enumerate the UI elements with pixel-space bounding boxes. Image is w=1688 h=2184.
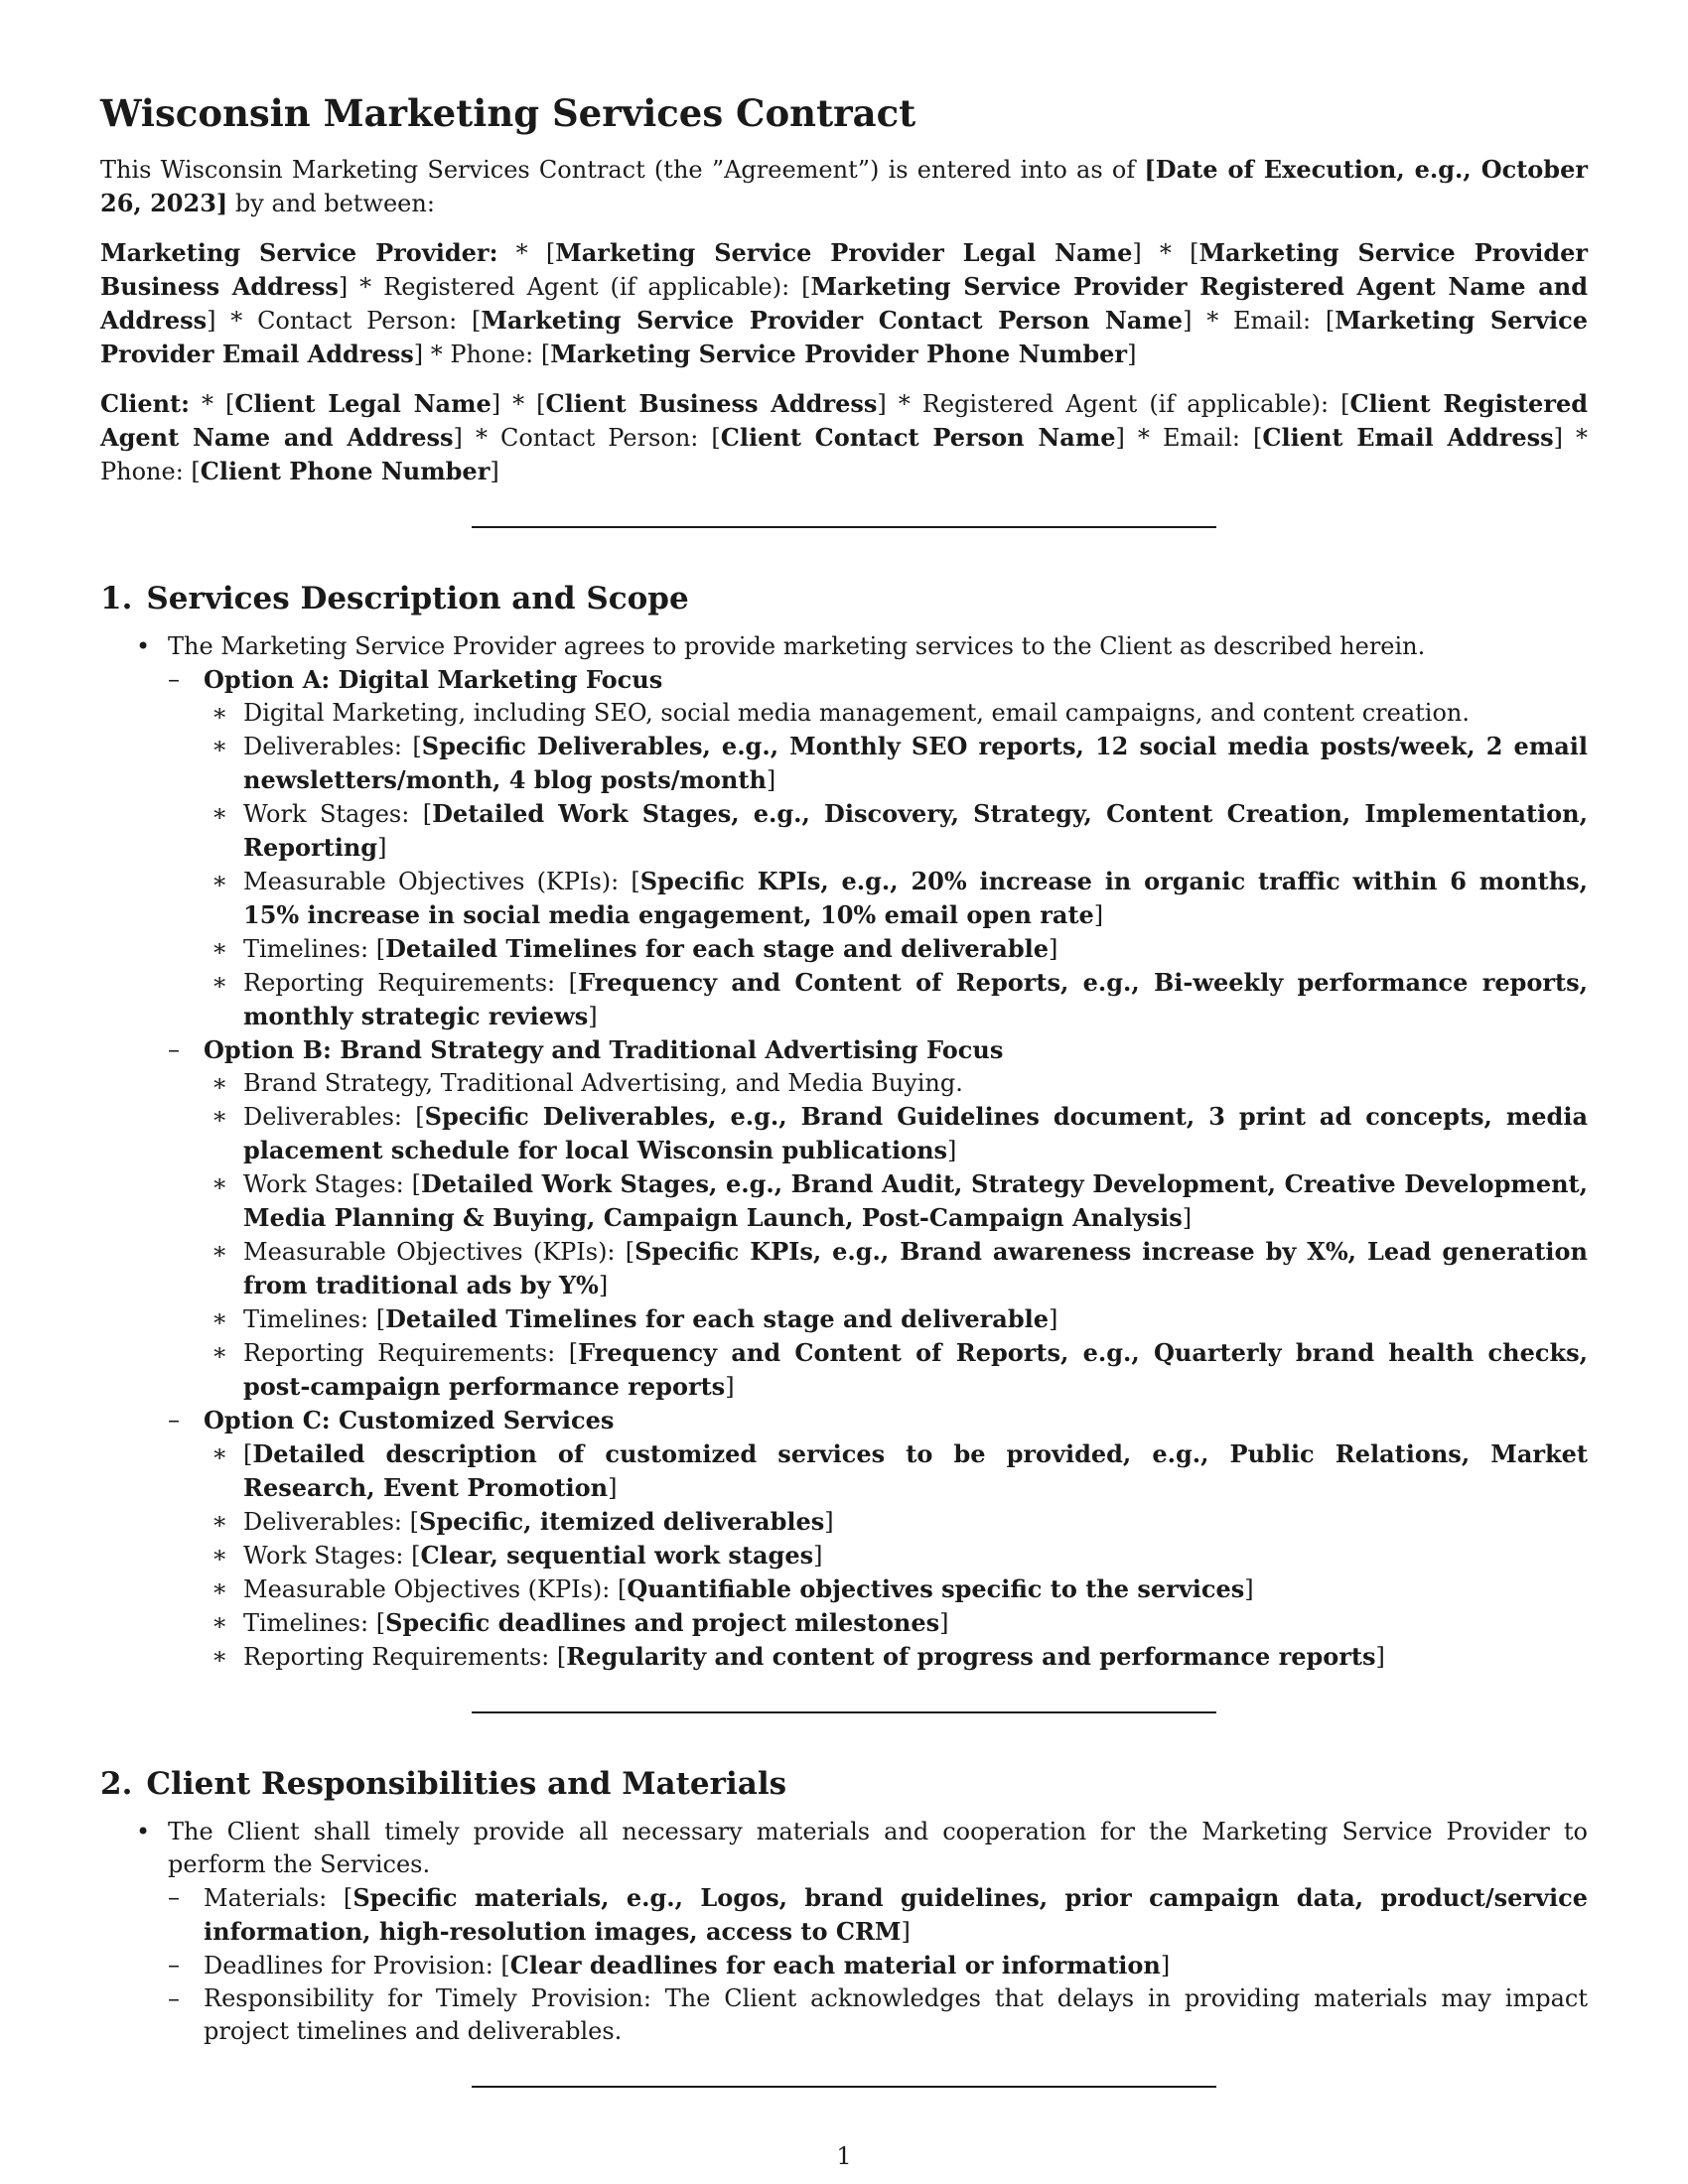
item-label: Measurable Objectives (KPIs): [ xyxy=(243,1238,635,1267)
option-a-items xyxy=(204,697,1588,1033)
client-phone: Client Phone Number xyxy=(200,457,491,486)
star-marker: ∗ xyxy=(211,799,228,828)
sep: ] xyxy=(490,458,499,486)
provider-email-label: ] * Email: [ xyxy=(1183,307,1336,336)
provider-agent: Marketing Service Provider Registered Agent Name and Address xyxy=(100,272,1588,336)
item-placeholder: Specific KPIs, e.g., 20% increase in organic traffic within 6 months, 15% increase in social media engagement, 10% email open rate xyxy=(243,867,1589,930)
option-a xyxy=(152,663,1588,1033)
section-2-heading xyxy=(100,1765,1588,1804)
bracket: ] xyxy=(588,1003,598,1031)
bracket: ] xyxy=(1049,1305,1058,1334)
list-item-text: The Client shall timely provide all necessary materials and cooperation for the Marketing Service Provider to perform the Services. xyxy=(168,1817,1588,1878)
bracket: ] xyxy=(1049,935,1058,964)
list-item xyxy=(192,932,1588,966)
bracket: ] xyxy=(608,1474,618,1503)
bracket: ] xyxy=(1375,1643,1385,1672)
dash-marker: – xyxy=(168,665,180,694)
item-label: Work Stages: [ xyxy=(243,1542,421,1570)
item-placeholder: Clear deadlines for each material or information xyxy=(509,1950,1161,1979)
bracket: ] xyxy=(947,1137,957,1165)
bracket: ] xyxy=(1160,1951,1171,1979)
item-label: Measurable Objectives (KPIs): [ xyxy=(243,868,640,896)
item-placeholder: Frequency and Content of Reports, e.g., Quarterly brand health checks, post-campaign performance reports xyxy=(243,1338,1588,1402)
provider-contact: Marketing Service Provider Contact Person Name xyxy=(481,306,1184,336)
option-b-items xyxy=(204,1067,1588,1404)
document-title: Wisconsin Marketing Services Contract xyxy=(100,91,916,135)
sep: * [ xyxy=(497,239,556,268)
item-label: Reporting Requirements: [ xyxy=(243,969,579,998)
star-marker: ∗ xyxy=(211,1642,228,1671)
provider-phone: Marketing Service Provider Phone Number xyxy=(550,340,1128,369)
star-marker: ∗ xyxy=(211,1608,228,1637)
section-number: 2. xyxy=(100,1766,133,1803)
list-item xyxy=(192,1336,1588,1404)
document-page xyxy=(100,77,1588,2139)
item-label: Measurable Objectives (KPIs): [ xyxy=(243,1575,628,1604)
client-email: Client Email Address xyxy=(1262,423,1554,453)
item-placeholder: Detailed description of customized services to be provided, e.g., Public Relations, Market Research, Event Promotion xyxy=(243,1439,1588,1503)
intro-text: This Wisconsin Marketing Services Contract (the ”Agreement”) is entered into as of xyxy=(100,156,1145,185)
star-marker: ∗ xyxy=(211,1102,228,1131)
list-item xyxy=(192,797,1588,865)
item-label: Deadlines for Provision: [ xyxy=(204,1951,510,1979)
item-text: Brand Strategy, Traditional Advertising, and Media Buying. xyxy=(243,1069,963,1098)
list-item xyxy=(100,630,1588,1674)
provider-email: Marketing Service Provider Email Address xyxy=(100,306,1589,369)
client-label: Client: xyxy=(100,389,190,419)
list-item xyxy=(192,1235,1588,1302)
bracket: ] xyxy=(901,1917,911,1946)
item-text: Digital Marketing, including SEO, social media management, email campaigns, and content creation. xyxy=(243,699,1471,728)
item-placeholder: Frequency and Content of Reports, e.g., Bi-weekly performance reports, monthly strategic reviews xyxy=(243,968,1589,1031)
sep: ] * [ xyxy=(1132,239,1199,268)
bracket: ] xyxy=(598,1272,609,1300)
option-c-items xyxy=(204,1437,1588,1674)
item-placeholder: Specific Deliverables, e.g., Brand Guidelines document, 3 print ad concepts, media placement schedule for local Wisconsin publications xyxy=(243,1102,1589,1165)
item-placeholder: Specific, itemized deliverables xyxy=(418,1507,825,1537)
star-marker: ∗ xyxy=(211,1439,228,1468)
list-item xyxy=(100,1816,1588,2048)
item-placeholder: Specific Deliverables, e.g., Monthly SEO reports, 12 social media posts/week, 2 email newsletters/month, 4 blog posts/month xyxy=(243,732,1589,795)
bracket: ] xyxy=(1182,1204,1193,1233)
section-1-heading xyxy=(100,580,1588,618)
section-number: 1. xyxy=(100,581,133,617)
star-marker: ∗ xyxy=(211,968,228,997)
section-title: Services Description and Scope xyxy=(146,581,689,617)
list-item xyxy=(192,730,1588,797)
client-address: Client Business Address xyxy=(545,389,878,419)
star-marker: ∗ xyxy=(211,1541,228,1570)
provider-agent-label: ] * Registered Agent (if applicable): [ xyxy=(338,273,811,302)
dash-marker: – xyxy=(168,1950,180,1979)
bracket: ] xyxy=(766,766,776,795)
bracket: ] xyxy=(824,1508,834,1537)
list-item xyxy=(192,1437,1588,1505)
item-label: Deliverables: [ xyxy=(243,1103,425,1132)
list-item xyxy=(192,865,1588,932)
provider-contact-label: ] * Contact Person: [ xyxy=(207,307,482,336)
list-item xyxy=(192,1640,1588,1674)
item-label: Work Stages: [ xyxy=(243,800,433,829)
item-placeholder: Detailed Timelines for each stage and deliverable xyxy=(385,1304,1050,1334)
star-marker: ∗ xyxy=(211,1304,228,1333)
item-placeholder: Specific materials, e.g., Logos, brand guidelines, prior campaign data, product/service information, high-resolution images, access to CRM xyxy=(204,1882,1589,1946)
list-item-text: The Marketing Service Provider agrees to provide marketing services to the Client as described herein. xyxy=(168,632,1426,661)
item-label: Deliverables: [ xyxy=(243,1508,419,1537)
provider-legal-name: Marketing Service Provider Legal Name xyxy=(555,238,1133,268)
item-placeholder: Clear, sequential work stages xyxy=(420,1541,814,1570)
star-marker: ∗ xyxy=(211,867,228,895)
section-2-list xyxy=(100,1816,1588,2048)
bullet-marker: • xyxy=(136,632,151,661)
bracket: ] xyxy=(1093,901,1104,930)
list-item xyxy=(152,1881,1588,1949)
list-item xyxy=(152,1982,1588,2048)
client-contact-label: ] * Contact Person: [ xyxy=(453,424,721,453)
client-agent-label: ] * Registered Agent (if applicable): [ xyxy=(877,390,1350,419)
star-marker: ∗ xyxy=(211,1069,228,1098)
client-legal-name: Client Legal Name xyxy=(234,389,492,419)
star-marker: ∗ xyxy=(211,1507,228,1536)
option-title: Option A: Digital Marketing Focus xyxy=(204,665,663,695)
star-marker: ∗ xyxy=(211,1237,228,1266)
intro-paragraph xyxy=(100,153,1588,220)
item-label: Timelines: [ xyxy=(243,1305,386,1334)
provider-block xyxy=(100,236,1588,371)
dash-marker: – xyxy=(168,1406,180,1434)
item-label: Work Stages: [ xyxy=(243,1170,421,1199)
item-placeholder: Detailed Work Stages, e.g., Brand Audit, Strategy Development, Creative Development, Media Planning & Buying, Campaign Launch, Post-Campaign Analysis xyxy=(243,1169,1588,1233)
client-phone-label: ] * Phone: [ xyxy=(100,424,1589,486)
list-item xyxy=(192,1606,1588,1640)
section-title: Client Responsibilities and Materials xyxy=(146,1766,787,1803)
horizontal-rule xyxy=(472,526,1216,528)
list-item xyxy=(192,1100,1588,1167)
sep: ] xyxy=(1127,341,1137,369)
bracket: ] xyxy=(939,1609,949,1638)
intro-text-end: by and between: xyxy=(227,190,435,218)
item-text: Responsibility for Timely Provision: The Client acknowledges that delays in providing materials may impact project timelines and deliverables. xyxy=(204,1983,1588,2045)
list-item xyxy=(192,1572,1588,1606)
star-marker: ∗ xyxy=(211,1338,228,1367)
item-placeholder: Specific deadlines and project milestones xyxy=(385,1608,940,1638)
item-label: [ xyxy=(243,1440,253,1469)
item-placeholder: Detailed Timelines for each stage and deliverable xyxy=(385,934,1050,964)
option-title: Option C: Customized Services xyxy=(204,1406,615,1435)
bracket: ] xyxy=(813,1542,823,1570)
item-label: Timelines: [ xyxy=(243,1609,386,1638)
dash-marker: – xyxy=(168,1983,180,2012)
client-block xyxy=(100,387,1588,488)
client-agent: Client Registered Agent Name and Address xyxy=(100,389,1589,453)
star-marker: ∗ xyxy=(211,934,228,963)
page-number: 1 xyxy=(836,2142,852,2170)
horizontal-rule xyxy=(472,2086,1216,2088)
execution-date-placeholder: [Date of Execution, e.g., October 26, 2023] xyxy=(100,155,1588,218)
list-item xyxy=(192,697,1588,730)
dash-marker: – xyxy=(168,1882,180,1911)
options-list xyxy=(168,663,1588,1674)
item-placeholder: Regularity and content of progress and performance reports xyxy=(566,1642,1376,1672)
section-1-list xyxy=(100,630,1588,1674)
item-label: Materials: [ xyxy=(204,1883,353,1912)
client-contact: Client Contact Person Name xyxy=(720,423,1116,453)
option-b xyxy=(152,1033,1588,1404)
sep: * [ xyxy=(190,390,235,419)
star-marker: ∗ xyxy=(211,732,228,760)
bracket: ] xyxy=(725,1373,735,1402)
dash-marker: – xyxy=(168,1035,180,1064)
provider-label: Marketing Service Provider: xyxy=(100,238,498,268)
star-marker: ∗ xyxy=(211,1574,228,1603)
item-label: Timelines: [ xyxy=(243,935,386,964)
client-email-label: ] * Email: [ xyxy=(1115,424,1263,453)
option-title: Option B: Brand Strategy and Traditional Advertising Focus xyxy=(204,1035,1004,1065)
bullet-marker: • xyxy=(136,1817,151,1845)
list-item xyxy=(192,1302,1588,1336)
bracket: ] xyxy=(1244,1575,1254,1604)
list-item xyxy=(192,1167,1588,1235)
item-label: Reporting Requirements: [ xyxy=(243,1339,579,1368)
item-label: Deliverables: [ xyxy=(243,733,422,761)
horizontal-rule xyxy=(472,1711,1216,1713)
star-marker: ∗ xyxy=(211,699,228,728)
item-label: Reporting Requirements: [ xyxy=(243,1643,567,1672)
provider-phone-label: ] * Phone: [ xyxy=(413,341,551,369)
list-item xyxy=(192,1539,1588,1572)
list-item xyxy=(192,966,1588,1033)
sep: ] * [ xyxy=(491,390,546,419)
option-c xyxy=(152,1404,1588,1674)
bracket: ] xyxy=(377,834,387,863)
responsibilities-list xyxy=(168,1881,1588,2048)
list-item xyxy=(192,1067,1588,1100)
list-item xyxy=(152,1949,1588,1982)
provider-address: Marketing Service Provider Business Address xyxy=(100,238,1589,302)
star-marker: ∗ xyxy=(211,1169,228,1198)
item-placeholder: Specific KPIs, e.g., Brand awareness increase by X%, Lead generation from traditional ads by Y% xyxy=(243,1237,1588,1300)
item-placeholder: Detailed Work Stages, e.g., Discovery, Strategy, Content Creation, Implementation, Reporting xyxy=(243,799,1588,863)
list-item xyxy=(192,1505,1588,1539)
item-placeholder: Quantifiable objectives specific to the services xyxy=(627,1574,1245,1604)
